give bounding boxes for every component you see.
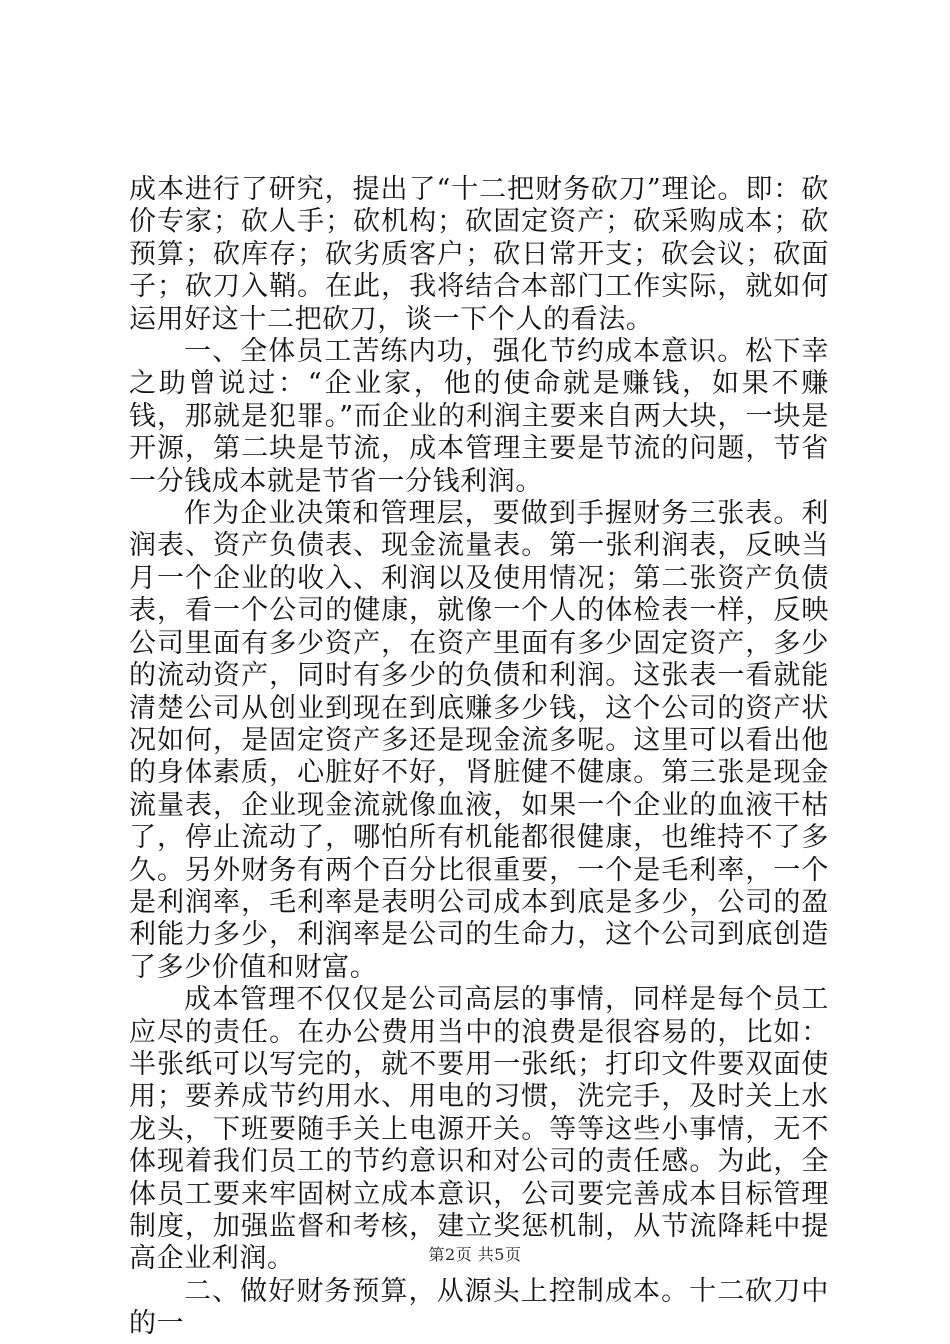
document-body — [129, 174, 829, 1341]
paragraph-3: 作为企业决策和管理层，要做到手握财务三张表。利润表、资产负债表、现金流量表。第一张利润表，反映当月一个企业的收入、利润以及使用情况；第二张资产负债表，看一个公司的健康，就像一个人的体检表一样，反映公司里面有多少资产，在资产里面有多少固定资产，多少的流动资产，同时有多少的负债和利润。这张表一看就能清楚公司从创业到现在到底赚多少钱，这个公司的资产状况如何，是固定资产多还是现金流多呢。这里可以看出他的身体素质，心脏好不好，肾脏健不健康。第三张是现金流量表，企业现金流就像血液，如果一个企业的血液干枯了，停止流动了，哪怕所有机能都很健康，也维持不了多久。另外财务有两个百分比很重要，一个是毛利率，一个是利润率，毛利率是表明公司成本到底是多少，公司的盈利能力多少，利润率是公司的生命力，这个公司到底创造了多少价值和财富。 — [129, 498, 829, 983]
paragraph-1: 成本进行了研究，提出了“十二把财务砍刀”理论。即：砍价专家；砍人手；砍机构；砍固定资产；砍采购成本；砍预算；砍库存；砍劣质客户；砍日常开支；砍会议；砍面子；砍刀入鞘。在此，我将结合本部门工作实际，就如何运用好这十二把砍刀，谈一下个人的看法。 — [129, 174, 829, 335]
paragraph-5: 二、做好财务预算，从源头上控制成本。十二砍刀中的一 — [129, 1275, 829, 1340]
paragraph-2: 一、全体员工苦练内功，强化节约成本意识。松下幸之助曾说过：“企业家，他的使命就是赚钱，如果不赚钱，那就是犯罪。”而企业的利润主要来自两大块，一块是开源，第二块是节流，成本管理主要是节流的问题，节省一分钱成本就是节省一分钱利润。 — [129, 336, 829, 497]
page-footer: 第2页 共5页 — [428, 1245, 522, 1264]
paragraph-4: 成本管理不仅仅是公司高层的事情，同样是每个员工应尽的责任。在办公费用当中的浪费是很容易的，比如：半张纸可以写完的，就不要用一张纸；打印文件要双面使用；要养成节约用水、用电的习惯，洗完手，及时关上水龙头，下班要随手关上电源开关。等等这些小事情，无不体现着我们员工的节约意识和对公司的责任感。为此，全体员工要来牢固树立成本意识，公司要完善成本目标管理制度，加强监督和考核，建立奖惩机制，从节流降耗中提高企业利润。 — [129, 984, 829, 1275]
